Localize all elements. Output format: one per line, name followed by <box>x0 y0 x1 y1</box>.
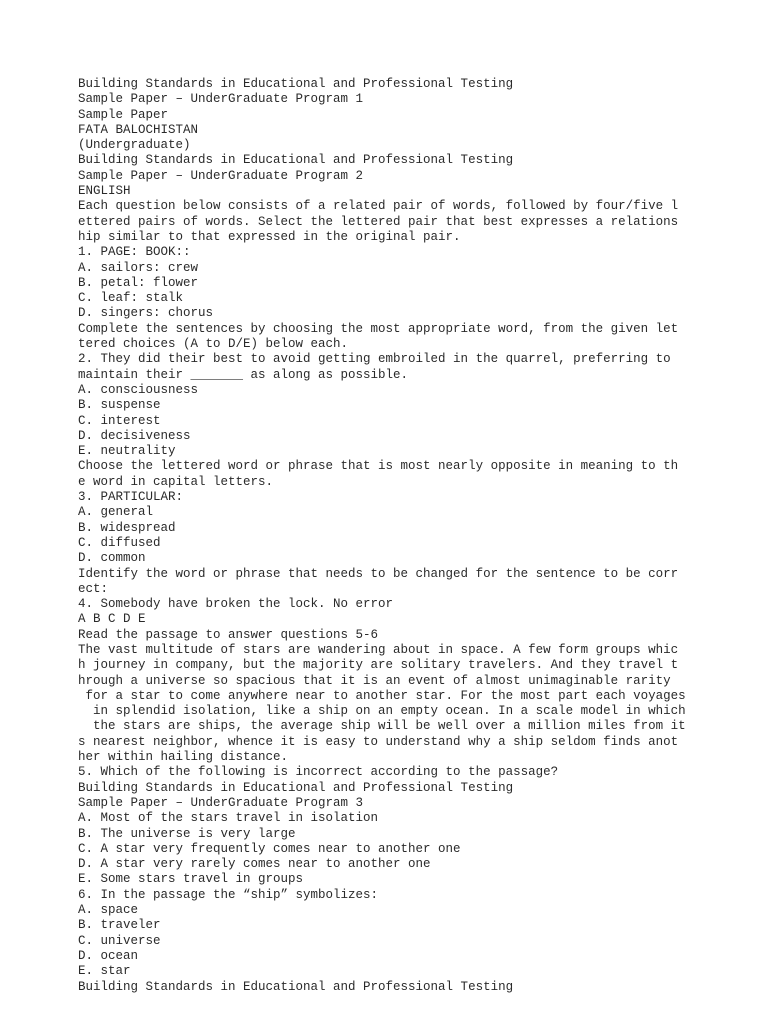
document-line: hip similar to that expressed in the original pair. <box>78 229 461 244</box>
document-line: Sample Paper – UnderGraduate Program 2 <box>78 168 364 183</box>
document-line: Choose the lettered word or phrase that is most nearly opposite in meaning to th <box>78 459 679 474</box>
document-line: C. diffused <box>78 535 161 550</box>
document-line: Sample Paper – UnderGraduate Program 3 <box>78 795 364 810</box>
document-line: D. common <box>78 551 146 566</box>
document-line: B. widespread <box>78 520 176 535</box>
document-line: s nearest neighbor, whence it is easy to understand why a ship seldom finds anot <box>78 734 679 749</box>
document-line: D. decisiveness <box>78 428 191 443</box>
document-line: 1. PAGE: BOOK:: <box>78 245 191 260</box>
document-line: A. general <box>78 505 154 520</box>
document-line: Each question below consists of a related pair of words, followed by four/five l <box>78 199 679 214</box>
document-line: Read the passage to answer questions 5-6 <box>78 627 379 642</box>
document-line: B. suspense <box>78 398 161 413</box>
document-line: 5. Which of the following is incorrect according to the passage? <box>78 765 559 780</box>
document-line: her within hailing distance. <box>78 750 289 765</box>
document-line: Sample Paper – UnderGraduate Program 1 <box>78 92 364 107</box>
document-line: hrough a universe so spacious that it is an event of almost unimaginable rarity <box>78 673 671 688</box>
document-line: C. A star very frequently comes near to another one <box>78 841 461 856</box>
document-line: maintain their _______ as along as possible. <box>78 367 409 382</box>
document-text <box>78 77 718 995</box>
document-line: tered choices (A to D/E) below each. <box>78 337 349 352</box>
document-line: the stars are ships, the average ship will be well over a million miles from it <box>78 719 686 734</box>
document-line: E. star <box>78 964 131 979</box>
document-line: ect: <box>78 581 109 596</box>
document-line: Identify the word or phrase that needs to be changed for the sentence to be corr <box>78 566 679 581</box>
document-line: in splendid isolation, like a ship on an empty ocean. In a scale model in which <box>78 704 686 719</box>
document-line: A. Most of the stars travel in isolation <box>78 811 379 826</box>
document-line: (Undergraduate) <box>78 138 191 153</box>
document-line: C. leaf: stalk <box>78 291 184 306</box>
document-line: B. petal: flower <box>78 275 199 290</box>
document-line: 6. In the passage the “ship” symbolizes: <box>78 887 379 902</box>
document-line: B. traveler <box>78 918 161 933</box>
document-line: A. consciousness <box>78 382 199 397</box>
document-line: Building Standards in Educational and Professional Testing <box>78 780 514 795</box>
document-line: E. Some stars travel in groups <box>78 872 304 887</box>
document-line: 2. They did their best to avoid getting embroiled in the quarrel, preferring to <box>78 352 671 367</box>
document-line: A B C D E <box>78 612 146 627</box>
document-line: ENGLISH <box>78 184 131 199</box>
document-line: D. ocean <box>78 948 139 963</box>
document-line: C. universe <box>78 933 161 948</box>
document-line: A. space <box>78 903 139 918</box>
document-line: e word in capital letters. <box>78 474 274 489</box>
document-line: ettered pairs of words. Select the lettered pair that best expresses a relations <box>78 214 679 229</box>
document-line: C. interest <box>78 413 161 428</box>
document-line: h journey in company, but the majority are solitary travelers. And they travel t <box>78 658 679 673</box>
document-line: Building Standards in Educational and Professional Testing <box>78 979 514 994</box>
document-line: E. neutrality <box>78 444 176 459</box>
document-line: B. The universe is very large <box>78 826 296 841</box>
document-line: Building Standards in Educational and Professional Testing <box>78 77 514 91</box>
document-line: 3. PARTICULAR: <box>78 490 184 505</box>
document-line: Building Standards in Educational and Professional Testing <box>78 153 514 168</box>
document-line: 4. Somebody have broken the lock. No error <box>78 597 394 612</box>
document-line: A. sailors: crew <box>78 260 199 275</box>
document-line: Sample Paper <box>78 107 169 122</box>
document-line: Complete the sentences by choosing the most appropriate word, from the given let <box>78 321 679 336</box>
document-line: The vast multitude of stars are wandering about in space. A few form groups whic <box>78 642 679 657</box>
document-line: D. singers: chorus <box>78 306 214 321</box>
document-line: for a star to come anywhere near to another star. For the most part each voyages <box>78 688 686 703</box>
document-line: D. A star very rarely comes near to another one <box>78 857 431 872</box>
document-line: FATA BALOCHISTAN <box>78 122 199 137</box>
